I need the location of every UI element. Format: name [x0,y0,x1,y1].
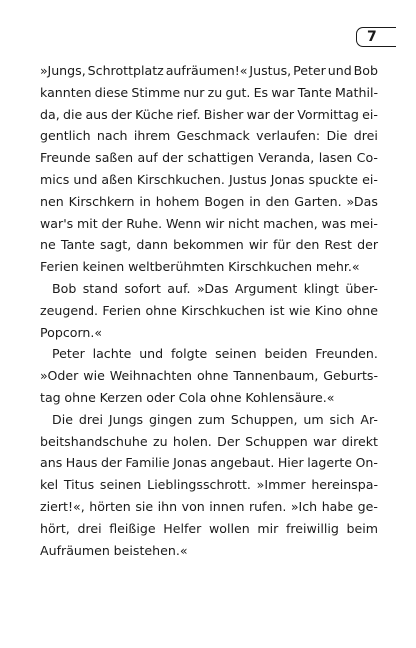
text-line: nen Kirschkern in hohem Bogen in den Garten. »Das [40,193,378,209]
text-line: Ferien keinen weltberühmten Kirschkuchen mehr.« [40,259,360,275]
text-line: ziert!«, hörten sie ihn von innen rufen. »Ich habe ge- [40,498,378,514]
body-text [40,60,378,561]
text-line: Bob stand sofort auf. »Das Argument klingt über- [52,280,378,296]
text-line: ans Haus der Familie Jonas angebaut. Hier lagerte On- [40,455,378,471]
text-line: Peter lachte und folgte seinen beiden Freunden. [52,346,378,362]
text-line: Popcorn.« [40,324,103,340]
text-line: gentlich nach ihrem Geschmack verlaufen: Die drei [40,128,378,144]
text-line: Aufräumen beistehen.« [40,542,188,558]
paragraph [40,278,378,343]
text-line: kel Titus seinen Lieblingsschrott. »Immer hereinspa- [40,477,378,493]
page-number: 7 [367,29,377,45]
text-line: tag ohne Kerzen oder Cola ohne Kohlensäure.« [40,389,335,405]
text-line: war's mit der Ruhe. Wenn wir nicht machen, was mei- [40,215,378,231]
text-line: mics und aßen Kirschkuchen. Justus Jonas spuckte ei- [40,171,378,187]
paragraph [40,409,378,562]
text-line: »Jungs, Schrottplatz aufräumen!« Justus, Peter und Bob [40,63,378,78]
text-line: ne Tante sagt, dann bekommen wir für den Rest der [40,237,378,253]
text-line: zeugend. Ferien ohne Kirschkuchen ist wie Kino ohne [40,302,378,318]
text-line: beitshandschuhe zu holen. Der Schuppen war direkt [40,433,378,449]
paragraph [40,60,378,278]
text-line: kannten diese Stimme nur zu gut. Es war Tante Mathil- [40,84,378,100]
text-line: da, die aus der Küche rief. Bisher war der Vormittag ei- [40,106,378,122]
text-line: Die drei Jungs gingen zum Schuppen, um sich Ar- [52,411,378,427]
text-line: »Oder wie Weihnachten ohne Tannenbaum, Geburts- [40,368,378,384]
text-line: Freunde saßen auf der schattigen Veranda, lasen Co- [40,150,378,166]
text-line: hört, drei fleißige Helfer wollen mir freiwillig beim [40,520,378,536]
paragraph [40,343,378,408]
